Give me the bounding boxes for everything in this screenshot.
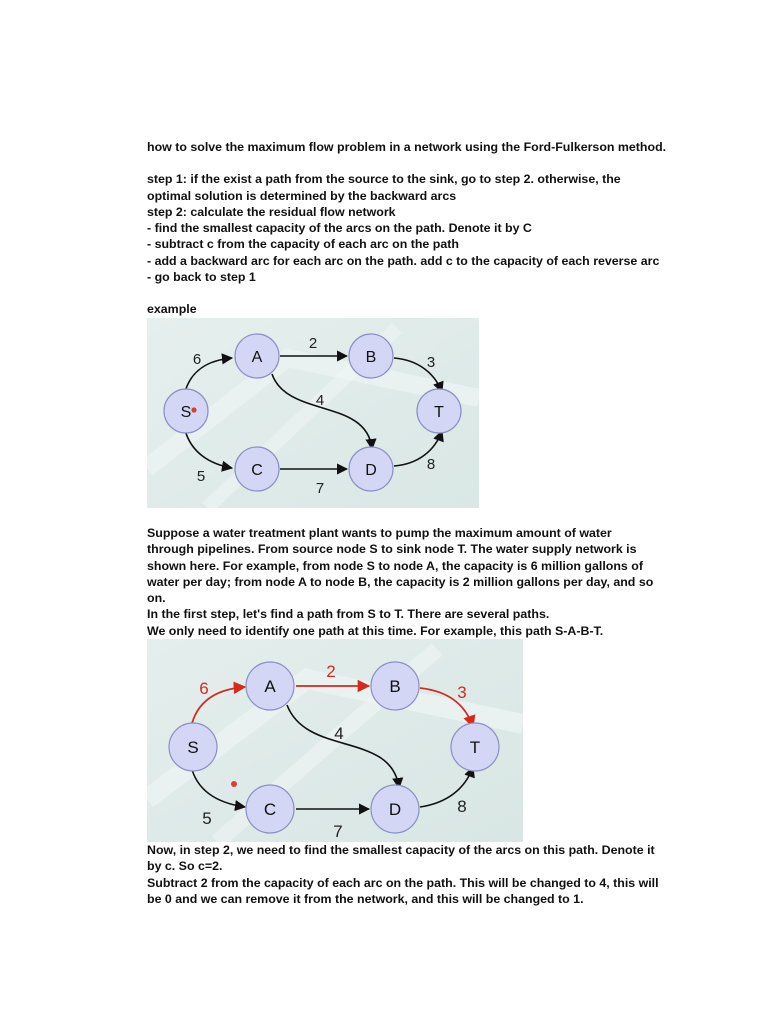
svg-text:C: C — [251, 462, 263, 479]
step-line: optimal solution is determined by the backward arcs — [147, 188, 457, 203]
network-figure-2 — [147, 639, 523, 842]
node-t — [417, 389, 461, 433]
closing-line: Now, in step 2, we need to find the smallest capacity of the arcs on this path. Denote it — [147, 843, 655, 857]
intro-section — [147, 139, 687, 318]
step-line: step 1: if the exist a path from the source to the sink, go to step 2. otherwise, the — [147, 172, 621, 187]
cap-s-c: 5 — [202, 809, 212, 828]
step-line: step 2: calculate the residual flow network — [147, 204, 396, 219]
paragraph-line: In the first step, let's find a path from S to T. There are several paths. — [147, 607, 550, 622]
intro-title: how to solve the maximum flow problem in a network using the Ford-Fulkerson method. — [147, 140, 667, 154]
cap-d-t: 8 — [457, 797, 467, 816]
step-line: - find the smallest capacity of the arcs on the path. Denote it by C — [147, 221, 532, 236]
svg-text:A: A — [264, 677, 276, 696]
cap-s-a: 6 — [192, 351, 202, 368]
svg-text:B: B — [365, 349, 377, 366]
svg-text:S: S — [180, 404, 192, 421]
closing-line: be 0 and we can remove it from the network, and this will be changed to 1. — [147, 891, 584, 906]
node-d — [349, 447, 393, 491]
svg-text:B: B — [389, 677, 401, 696]
node-b — [371, 662, 419, 710]
node-t — [451, 723, 499, 771]
node-s — [169, 723, 217, 771]
cap-d-t: 8 — [426, 456, 436, 473]
paragraph-line: Suppose a water treatment plant wants to pump the maximum amount of water — [147, 526, 612, 540]
closing-line: by c. So c=2. — [147, 859, 223, 874]
cap-a-d: 4 — [334, 724, 344, 743]
paragraph-line: through pipelines. From source node S to sink node T. The water supply network is — [147, 542, 637, 557]
cursor-dot — [231, 781, 237, 787]
step-line: - add a backward arc for each arc on the path. add c to the capacity of each reverse arc — [147, 253, 660, 268]
node-b — [349, 334, 393, 378]
svg-text:C: C — [263, 800, 277, 819]
closing-section — [147, 842, 687, 907]
paragraph-line: on. — [147, 591, 166, 606]
cursor-dot — [191, 407, 196, 412]
cap-a-d: 4 — [315, 392, 325, 409]
explanation-paragraph — [147, 525, 687, 639]
paragraph-line: water per day; from node A to node B, the capacity is 2 million gallons per day, and so — [147, 574, 654, 589]
node-a — [235, 334, 279, 378]
node-d — [371, 785, 419, 833]
cap-s-c: 5 — [196, 468, 206, 485]
paragraph-line: shown here. For example, from node S to node A, the capacity is 6 million gallons of — [147, 558, 643, 573]
example-label: example — [147, 302, 197, 317]
svg-text:A: A — [251, 349, 263, 366]
node-a — [246, 662, 294, 710]
cap-c-d: 7 — [333, 822, 343, 841]
cap-c-d: 7 — [315, 480, 325, 497]
node-s — [164, 389, 208, 433]
cap-s-a: 6 — [199, 679, 209, 698]
cap-b-t: 3 — [426, 354, 436, 371]
closing-line: Subtract 2 from the capacity of each arc on the path. This will be changed to 4, this will — [147, 875, 659, 890]
node-c — [235, 447, 279, 491]
paragraph-line: We only need to identify one path at this time. For example, this path S-A-B-T. — [147, 623, 604, 638]
cap-b-t: 3 — [457, 683, 467, 702]
node-c — [246, 785, 294, 833]
svg-text:D: D — [388, 800, 402, 819]
svg-text:T: T — [469, 738, 481, 757]
step-line: - go back to step 1 — [147, 270, 256, 285]
step-line: - subtract c from the capacity of each arc on the path — [147, 237, 459, 252]
cap-a-b: 2 — [326, 662, 336, 681]
svg-text:T: T — [434, 404, 444, 421]
network-figure-1 — [147, 318, 479, 508]
svg-text:D: D — [365, 462, 377, 479]
cap-a-b: 2 — [308, 335, 318, 352]
svg-text:S: S — [187, 738, 199, 757]
